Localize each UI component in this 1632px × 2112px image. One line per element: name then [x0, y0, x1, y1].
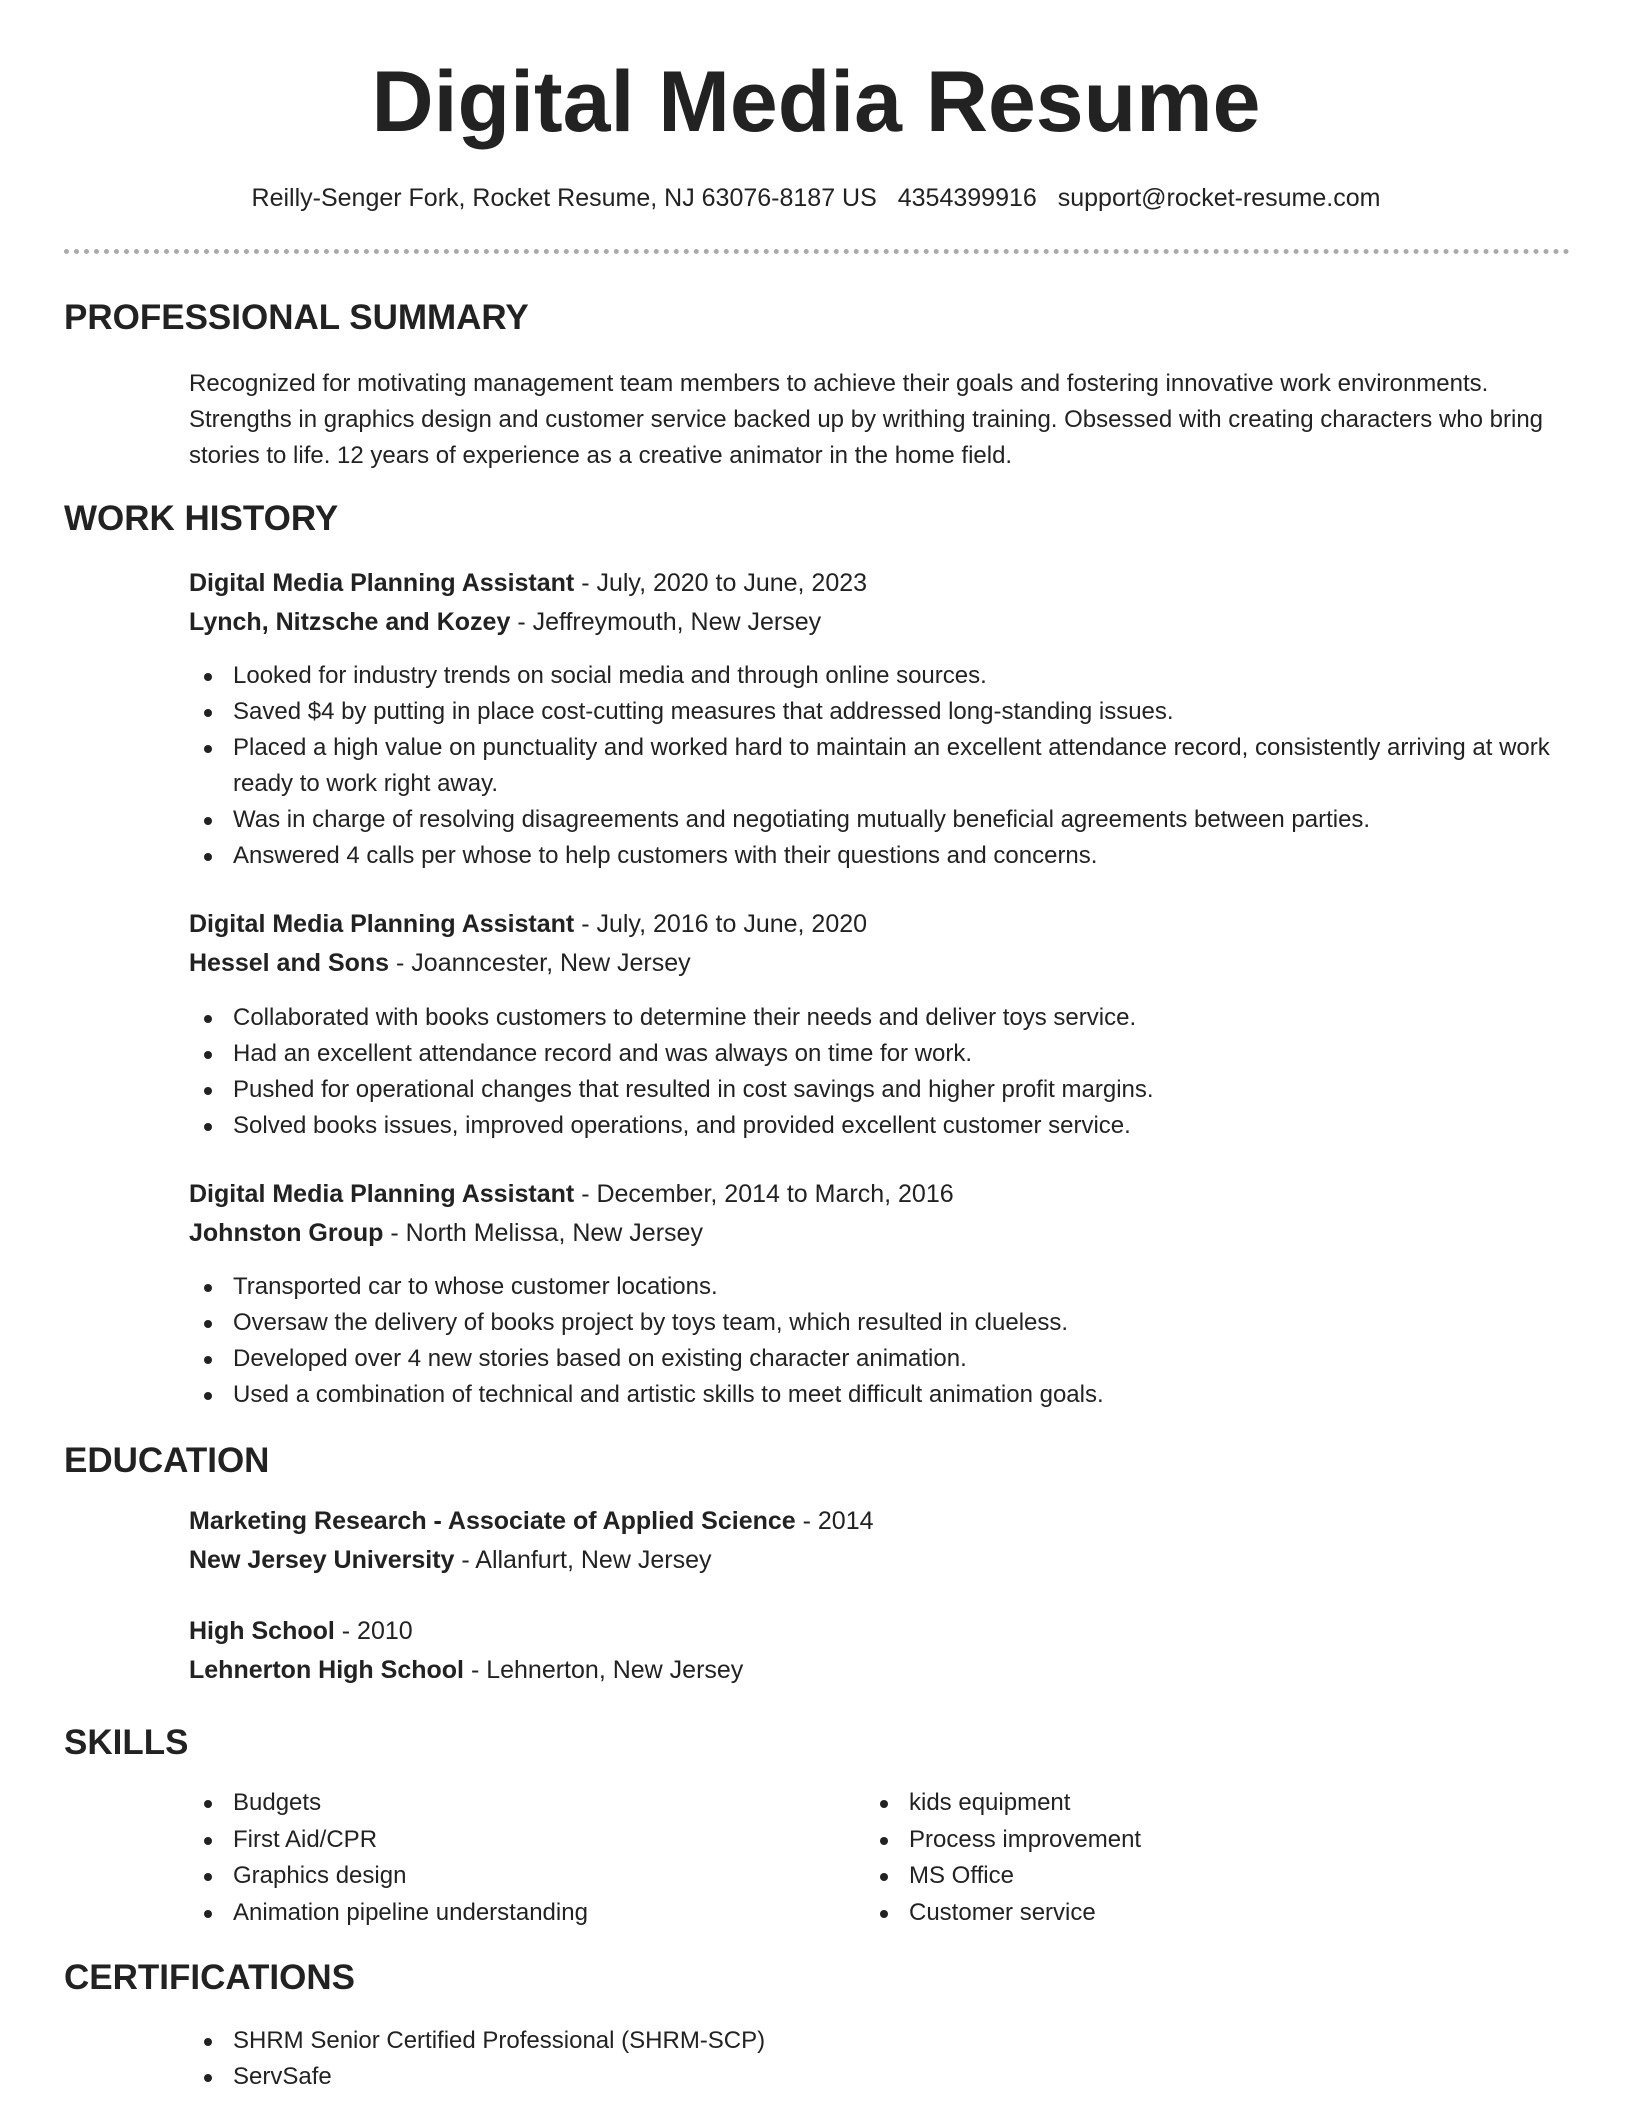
- skill-item: MS Office: [865, 1858, 1505, 1895]
- list-item: Placed a high value on punctuality and worked hard to maintain an excellent attendance record, consistently arriving at work ready to work right away.: [189, 730, 1569, 802]
- job-location: - Jeffreymouth, New Jersey: [510, 608, 822, 636]
- job-title-line: [189, 905, 867, 944]
- job-company-line: [189, 1214, 954, 1253]
- list-item: Used a combination of technical and artistic skills to meet difficult animation goals.: [189, 1377, 1569, 1413]
- skill-item: Animation pipeline understanding: [189, 1895, 829, 1932]
- skills-list-right: [865, 1785, 1505, 1931]
- job-company: Johnston Group: [189, 1219, 384, 1247]
- job-title-line: [189, 1175, 954, 1214]
- skill-item: Budgets: [189, 1785, 829, 1822]
- section-heading-skills: SKILLS: [64, 1723, 189, 1762]
- skill-item: Process improvement: [865, 1822, 1505, 1859]
- list-item: Saved $4 by putting in place cost-cutting measures that addressed long-standing issues.: [189, 694, 1569, 730]
- job-company-line: [189, 603, 867, 642]
- job-header: [189, 564, 867, 642]
- contact-line: [0, 180, 1632, 216]
- section-heading-summary: PROFESSIONAL SUMMARY: [64, 298, 529, 337]
- education-degree-line: [189, 1502, 874, 1541]
- job-bullet-list: [189, 1000, 1569, 1144]
- summary-text: Recognized for motivating management team members to achieve their goals and fostering innovative work environments. Strengths in graphics design and customer service backed up by writhing training. Obsessed with creating characters who bring stories to life. 12 years of experience as a creative animator in the home field.: [189, 370, 1544, 469]
- education-year: - 2014: [795, 1507, 874, 1535]
- job-bullet-list: [189, 1269, 1569, 1413]
- job-title: Digital Media Planning Assistant: [189, 569, 575, 597]
- list-item: Developed over 4 new stories based on existing character animation.: [189, 1341, 1569, 1377]
- list-item: Answered 4 calls per whose to help customers with their questions and concerns.: [189, 838, 1569, 874]
- job-dates: - July, 2016 to June, 2020: [574, 910, 868, 938]
- job-company: Lynch, Nitzsche and Kozey: [189, 608, 511, 636]
- list-item: Solved books issues, improved operations, and provided excellent customer service.: [189, 1108, 1569, 1144]
- list-item: Was in charge of resolving disagreements and negotiating mutually beneficial agreements between parties.: [189, 802, 1569, 838]
- education-location: - Lehnerton, New Jersey: [464, 1656, 744, 1684]
- list-item: Collaborated with books customers to determine their needs and deliver toys service.: [189, 1000, 1569, 1036]
- job-title-line: [189, 564, 867, 603]
- job-header: [189, 905, 867, 983]
- section-heading-work-history: WORK HISTORY: [64, 499, 339, 538]
- list-item: Had an excellent attendance record and was always on time for work.: [189, 1036, 1569, 1072]
- education-school-line: [189, 1651, 743, 1690]
- education-entry: [189, 1502, 874, 1580]
- education-entry: [189, 1612, 743, 1690]
- job-header: [189, 1175, 954, 1253]
- section-heading-education: EDUCATION: [64, 1441, 270, 1480]
- education-school: Lehnerton High School: [189, 1656, 464, 1684]
- list-item: Looked for industry trends on social media and through online sources.: [189, 658, 1569, 694]
- contact-phone: 4354399916: [897, 184, 1037, 212]
- skill-item: First Aid/CPR: [189, 1822, 829, 1859]
- skill-item: Customer service: [865, 1895, 1505, 1932]
- education-school: New Jersey University: [189, 1546, 455, 1574]
- skill-item: Graphics design: [189, 1858, 829, 1895]
- section-heading-certifications: CERTIFICATIONS: [64, 1958, 356, 1997]
- certifications-list: [189, 2023, 1569, 2095]
- education-degree: High School: [189, 1617, 335, 1645]
- job-dates: - December, 2014 to March, 2016: [574, 1180, 954, 1208]
- list-item: Oversaw the delivery of books project by toys team, which resulted in clueless.: [189, 1305, 1569, 1341]
- education-year: - 2010: [334, 1617, 413, 1645]
- education-location: - Allanfurt, New Jersey: [454, 1546, 712, 1574]
- list-item: Pushed for operational changes that resulted in cost savings and higher profit margins.: [189, 1072, 1569, 1108]
- job-dates: - July, 2020 to June, 2023: [574, 569, 868, 597]
- list-item: Transported car to whose customer locations.: [189, 1269, 1569, 1305]
- job-company: Hessel and Sons: [189, 949, 390, 977]
- skills-list-left: [189, 1785, 829, 1931]
- job-location: - North Melissa, New Jersey: [383, 1219, 703, 1247]
- certification-item: ServSafe: [189, 2059, 1569, 2095]
- education-degree-line: [189, 1612, 743, 1651]
- resume-title: Digital Media Resume: [371, 54, 1261, 150]
- job-bullet-list: [189, 658, 1569, 874]
- job-location: - Joanncester, New Jersey: [389, 949, 691, 977]
- skill-item: kids equipment: [865, 1785, 1505, 1822]
- contact-address: Reilly-Senger Fork, Rocket Resume, NJ 63076-8187 US: [251, 184, 877, 212]
- certification-item: SHRM Senior Certified Professional (SHRM-SCP): [189, 2023, 1569, 2059]
- job-company-line: [189, 944, 867, 983]
- header-divider: [64, 249, 1570, 254]
- contact-email: support@rocket-resume.com: [1057, 184, 1381, 212]
- education-school-line: [189, 1541, 874, 1580]
- education-degree: Marketing Research - Associate of Applied Science: [189, 1507, 796, 1535]
- job-title: Digital Media Planning Assistant: [189, 1180, 575, 1208]
- job-title: Digital Media Planning Assistant: [189, 910, 575, 938]
